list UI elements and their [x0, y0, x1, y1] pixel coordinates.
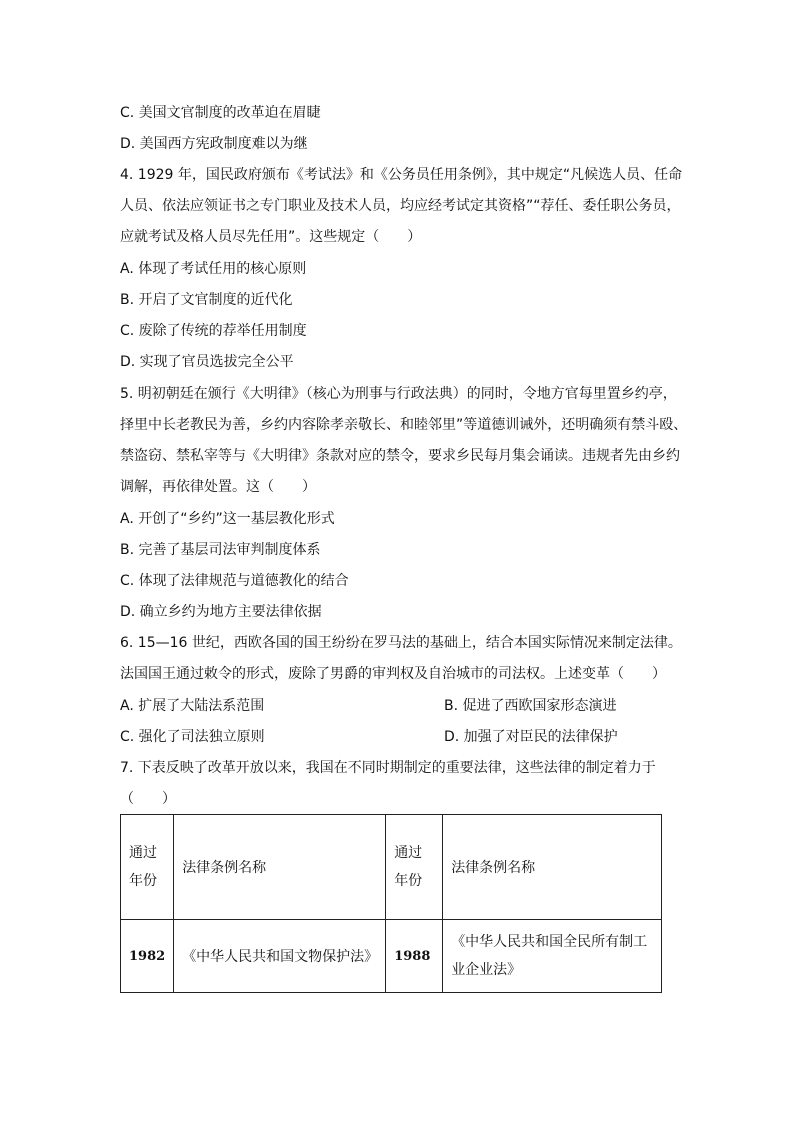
q3-option-c: C. 美国文官制度的改革迫在眉睫 — [120, 105, 321, 121]
header-name-1: 法律条例名称 — [174, 815, 386, 920]
q6-stem-line-2: 法国国王通过敕令的形式，废除了男爵的审判权及自治城市的司法权。上述变革（ ） — [120, 666, 666, 682]
q5-stem-line-4: 调解，再依律处置。这（ ） — [120, 479, 316, 495]
law-table — [120, 814, 662, 993]
q6-option-c: C. 强化了司法独立原则 — [120, 729, 265, 745]
q4-option-c: C. 废除了传统的荐举任用制度 — [120, 323, 307, 339]
q7-stem-line-1: 7. 下表反映了改革开放以来，我国在不同时期制定的重要法律，这些法律的制定着力于 — [120, 760, 656, 776]
q5-stem-line-3: 禁盗窃、禁私宰等与《大明律》条款对应的禁令，要求乡民每月集会诵读。违规者先由乡约 — [120, 448, 680, 464]
q6-option-a: A. 扩展了大陆法系范围 — [120, 698, 265, 714]
row-law-name-1: 《中华人民共和国文物保护法》 — [174, 920, 386, 993]
q6-option-d: D. 加强了对臣民的法律保护 — [444, 729, 618, 745]
row-law-name-2: 《中华人民共和国全民所有制工业企业法》 — [443, 920, 662, 993]
q4-option-a: A. 体现了考试任用的核心原则 — [120, 261, 307, 277]
q7-stem-line-2: （ ） — [120, 791, 176, 807]
q5-option-a: A. 开创了“乡约”这一基层教化形式 — [120, 511, 335, 527]
q5-stem-line-1: 5. 明初朝廷在颁行《大明律》（核心为刑事与行政法典）的同时，令地方官每里置乡约亭， — [120, 386, 677, 402]
q6-option-b: B. 促进了西欧国家形态演进 — [444, 698, 617, 714]
row-year-1: 1982 — [121, 920, 174, 993]
header-year-2: 通过年份 — [386, 815, 443, 920]
q5-option-b: B. 完善了基层司法审判制度体系 — [120, 542, 321, 558]
q4-option-d: D. 实现了官员选拔完全公平 — [120, 354, 294, 370]
q6-stem-line-1: 6. 15—16 世纪，西欧各国的国王纷纷在罗马法的基础上，结合本国实际情况来制定法律。 — [120, 635, 682, 651]
q3-option-d: D. 美国西方宪政制度难以为继 — [120, 136, 308, 152]
q5-option-c: C. 体现了法律规范与道德教化的结合 — [120, 573, 349, 589]
row-year-2: 1988 — [386, 920, 443, 993]
q4-option-b: B. 开启了文官制度的近代化 — [120, 292, 293, 308]
table-header-row — [121, 815, 662, 920]
q5-stem-line-2: 择里中长老教民为善，乡约内容除孝亲敬长、和睦邻里”等道德训诫外，还明确须有禁斗殴、 — [120, 417, 688, 433]
q5-option-d: D. 确立乡约为地方主要法律依据 — [120, 604, 322, 620]
q4-stem-line-1: 4. 1929 年，国民政府颁布《考试法》和《公务员任用条例》，其中规定“凡候选人员、任命 — [120, 167, 683, 183]
q4-stem-line-2: 人员、依法应领证书之专门职业及技术人员，均应经考试定其资格”“荐任、委任职公务员， — [120, 198, 681, 214]
header-name-2: 法律条例名称 — [443, 815, 662, 920]
header-year-1: 通过年份 — [121, 815, 174, 920]
q4-stem-line-3: 应就考试及格人员尽先任用”。这些规定（ ） — [120, 229, 422, 245]
table-row — [121, 920, 662, 993]
